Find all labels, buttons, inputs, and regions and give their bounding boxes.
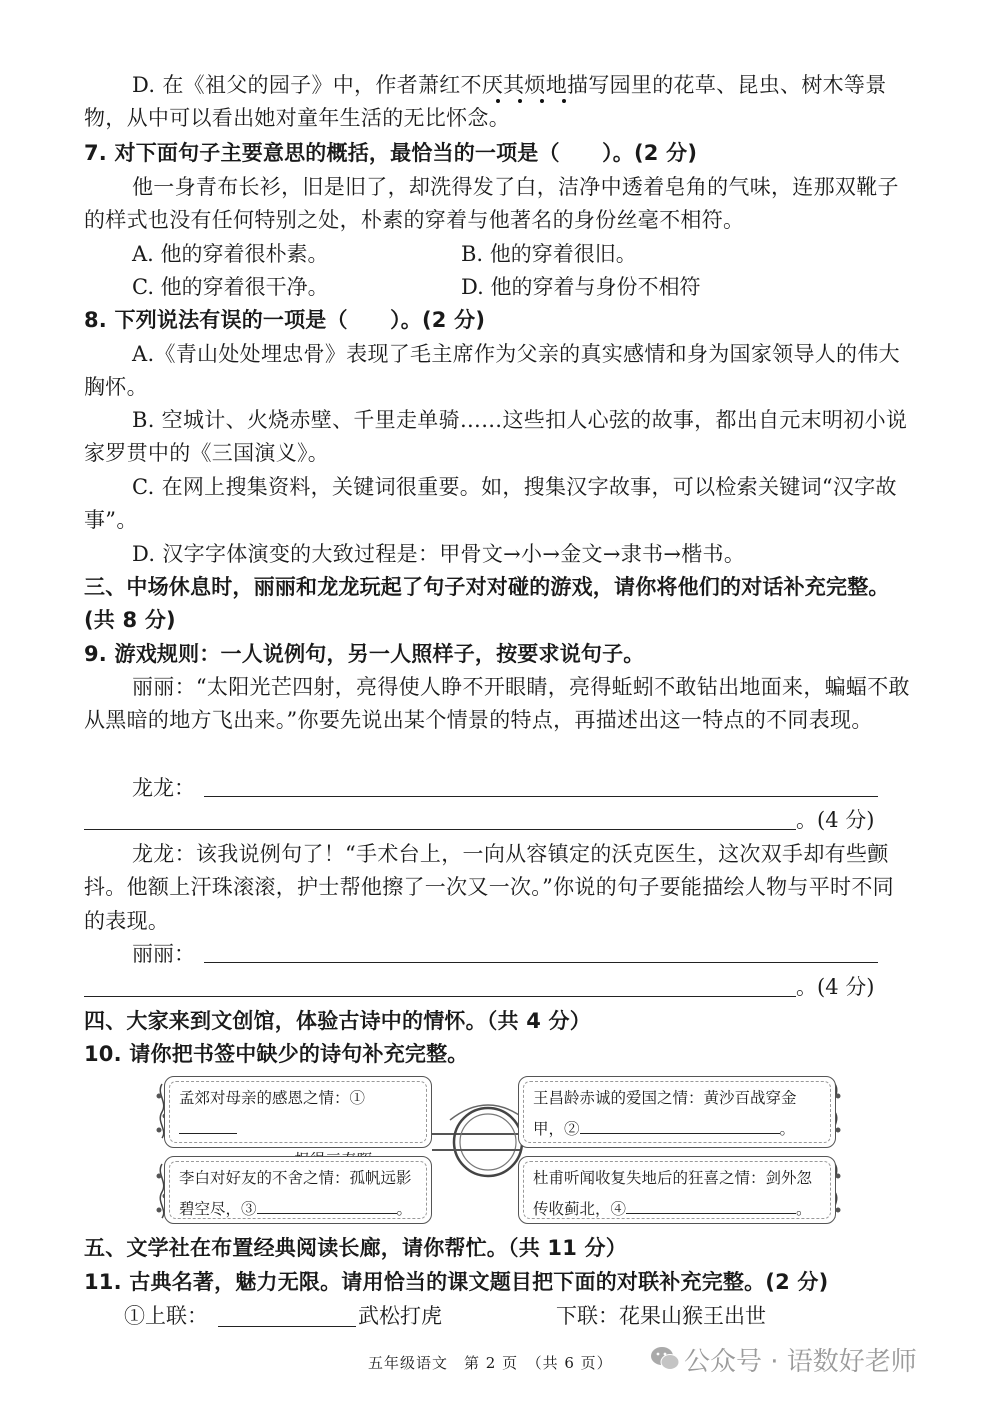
section-3-title: 三、中场休息时，丽丽和龙龙玩起了句子对对碰的游戏，请你将他们的对话补充完整。(共 8 分)	[84, 575, 890, 633]
q7-option-d[interactable]: D. 他的穿着与身份不相符	[461, 275, 701, 299]
q8-option-d[interactable]: D. 汉字字体演变的大致过程是：甲骨文→小→金文→隶书→楷书。	[132, 542, 746, 566]
q8-option-c[interactable]: C. 在网上搜集资料，关键词很重要。如，搜集汉字故事，可以检索关键词“汉字故事”。	[84, 475, 897, 533]
bookmark-3-blank[interactable]	[257, 1193, 397, 1214]
q9-answer-line-2b[interactable]	[84, 996, 796, 997]
q7-passage: 他一身青布长衫，旧是旧了，却洗得发了白，洁净中透着皂角的气味，连那双靴子的样式也没有任何特别之处，朴素的穿着与他著名的身份丝毫不相符。	[84, 175, 899, 233]
watermark: 公众号 · 语数好老师	[684, 1347, 917, 1377]
q11-upper-tail: 武松打虎	[358, 1304, 442, 1328]
q9-longlong-label: 龙龙：	[132, 776, 195, 800]
q7-option-a[interactable]: A. 他的穿着很朴素。	[132, 242, 329, 266]
q11-upper-label: ①上联：	[124, 1304, 208, 1328]
wechat-icon	[650, 1345, 680, 1373]
q9-title: 9. 游戏规则：一人说例句，另一人照样子，按要求说句子。	[84, 642, 645, 666]
bookmark-2-blank[interactable]	[580, 1113, 780, 1134]
q11-title: 11. 古典名著，魅力无限。请用恰当的课文题目把下面的对联补充完整。(2 分)	[84, 1270, 829, 1294]
q7-option-c[interactable]: C. 他的穿着很干净。	[132, 275, 329, 299]
q11-lower: 下联：花果山猴王出世	[556, 1304, 766, 1328]
q9-longlong-example: 龙龙：该我说例句了！“手术台上，一向从容镇定的沃克医生，这次双手却有些颤抖。他额上汗珠滚滚，护士帮他擦了一次又一次。”你说的句子要能描绘人物与平时不同的表现。	[84, 842, 894, 933]
bookmark-4-line-2: 传收蓟北，④	[533, 1200, 627, 1218]
q8-option-a[interactable]: A.《青山处处埋忠骨》表现了毛主席作为父亲的真实感情和身为国家领导人的伟大胸怀。	[84, 342, 900, 400]
q8-option-b[interactable]: B. 空城计、火烧赤壁、千里走单骑……这些扣人心弦的故事，都出自元末明初小说家罗贯中的《三国演义》。	[84, 408, 908, 466]
bookmark-li-bai	[164, 1156, 432, 1224]
bookmark-2-end: 。	[779, 1120, 796, 1138]
q9-score-1: 。(4 分)	[796, 808, 875, 832]
section-5-title: 五、文学社在布置经典阅读长廊，请你帮忙。（共 11 分）	[84, 1236, 627, 1260]
bookmark-meng-jiao	[164, 1076, 432, 1148]
section-4-title: 四、大家来到文创馆，体验古诗中的情怀。（共 4 分）	[84, 1009, 591, 1033]
q9-lili-label: 丽丽：	[132, 942, 195, 966]
bookmark-1-line-1: 孟郊对母亲的感恩之情：①	[179, 1089, 366, 1107]
bookmark-3-line-2: 碧空尽，③	[179, 1200, 257, 1218]
bookmark-4-end: 。	[796, 1200, 812, 1218]
q10-title: 10. 请你把书签中缺少的诗句补充完整。	[84, 1042, 469, 1066]
bookmark-4-line-1: 杜甫听闻收复失地后的狂喜之情：剑外忽	[533, 1169, 813, 1187]
bookmark-3-end: 。	[396, 1200, 413, 1218]
bookmark-2-line-2: 甲，②	[533, 1120, 580, 1138]
q9-score-2: 。(4 分)	[796, 975, 875, 999]
bookmark-du-fu	[518, 1156, 836, 1224]
q9-answer-line-2a[interactable]	[204, 962, 878, 963]
q7-title: 7. 对下面句子主要意思的概括，最恰当的一项是（ ）。(2 分)	[84, 141, 698, 165]
q9-answer-line-1b[interactable]	[84, 829, 796, 830]
q11-answer-line[interactable]	[218, 1326, 356, 1327]
bookmark-wang-changling	[518, 1076, 836, 1148]
bookmark-3-line-1: 李白对好友的不舍之情：孤帆远影	[179, 1169, 412, 1187]
bookmark-1-blank[interactable]	[179, 1113, 237, 1134]
q7-option-b[interactable]: B. 他的穿着很旧。	[461, 242, 637, 266]
bookmark-2-line-1: 王昌龄赤诚的爱国之情：黄沙百战穿金	[533, 1089, 797, 1107]
page-footer: 五年级语文 第 2 页 （共 6 页）	[368, 1354, 613, 1372]
q8-title: 8. 下列说法有误的一项是（ ）。(2 分)	[84, 308, 486, 332]
q9-answer-line-1a[interactable]	[204, 796, 878, 797]
q6-option-d: D. 在《祖父的园子》中，作者萧红不厌其烦地描写园里的花草、昆虫、树木等景物，从中可以看出她对童年生活的无比怀念。	[84, 73, 887, 131]
bookmark-4-blank[interactable]	[626, 1193, 796, 1214]
q9-lili-example: 丽丽：“太阳光芒四射，亮得使人睁不开眼睛，亮得蚯蚓不敢钻出地面来，蝙蝠不敢从黑暗的地方飞出来。”你要先说出某个情景的特点，再描述出这一特点的不同表现。	[84, 675, 910, 733]
